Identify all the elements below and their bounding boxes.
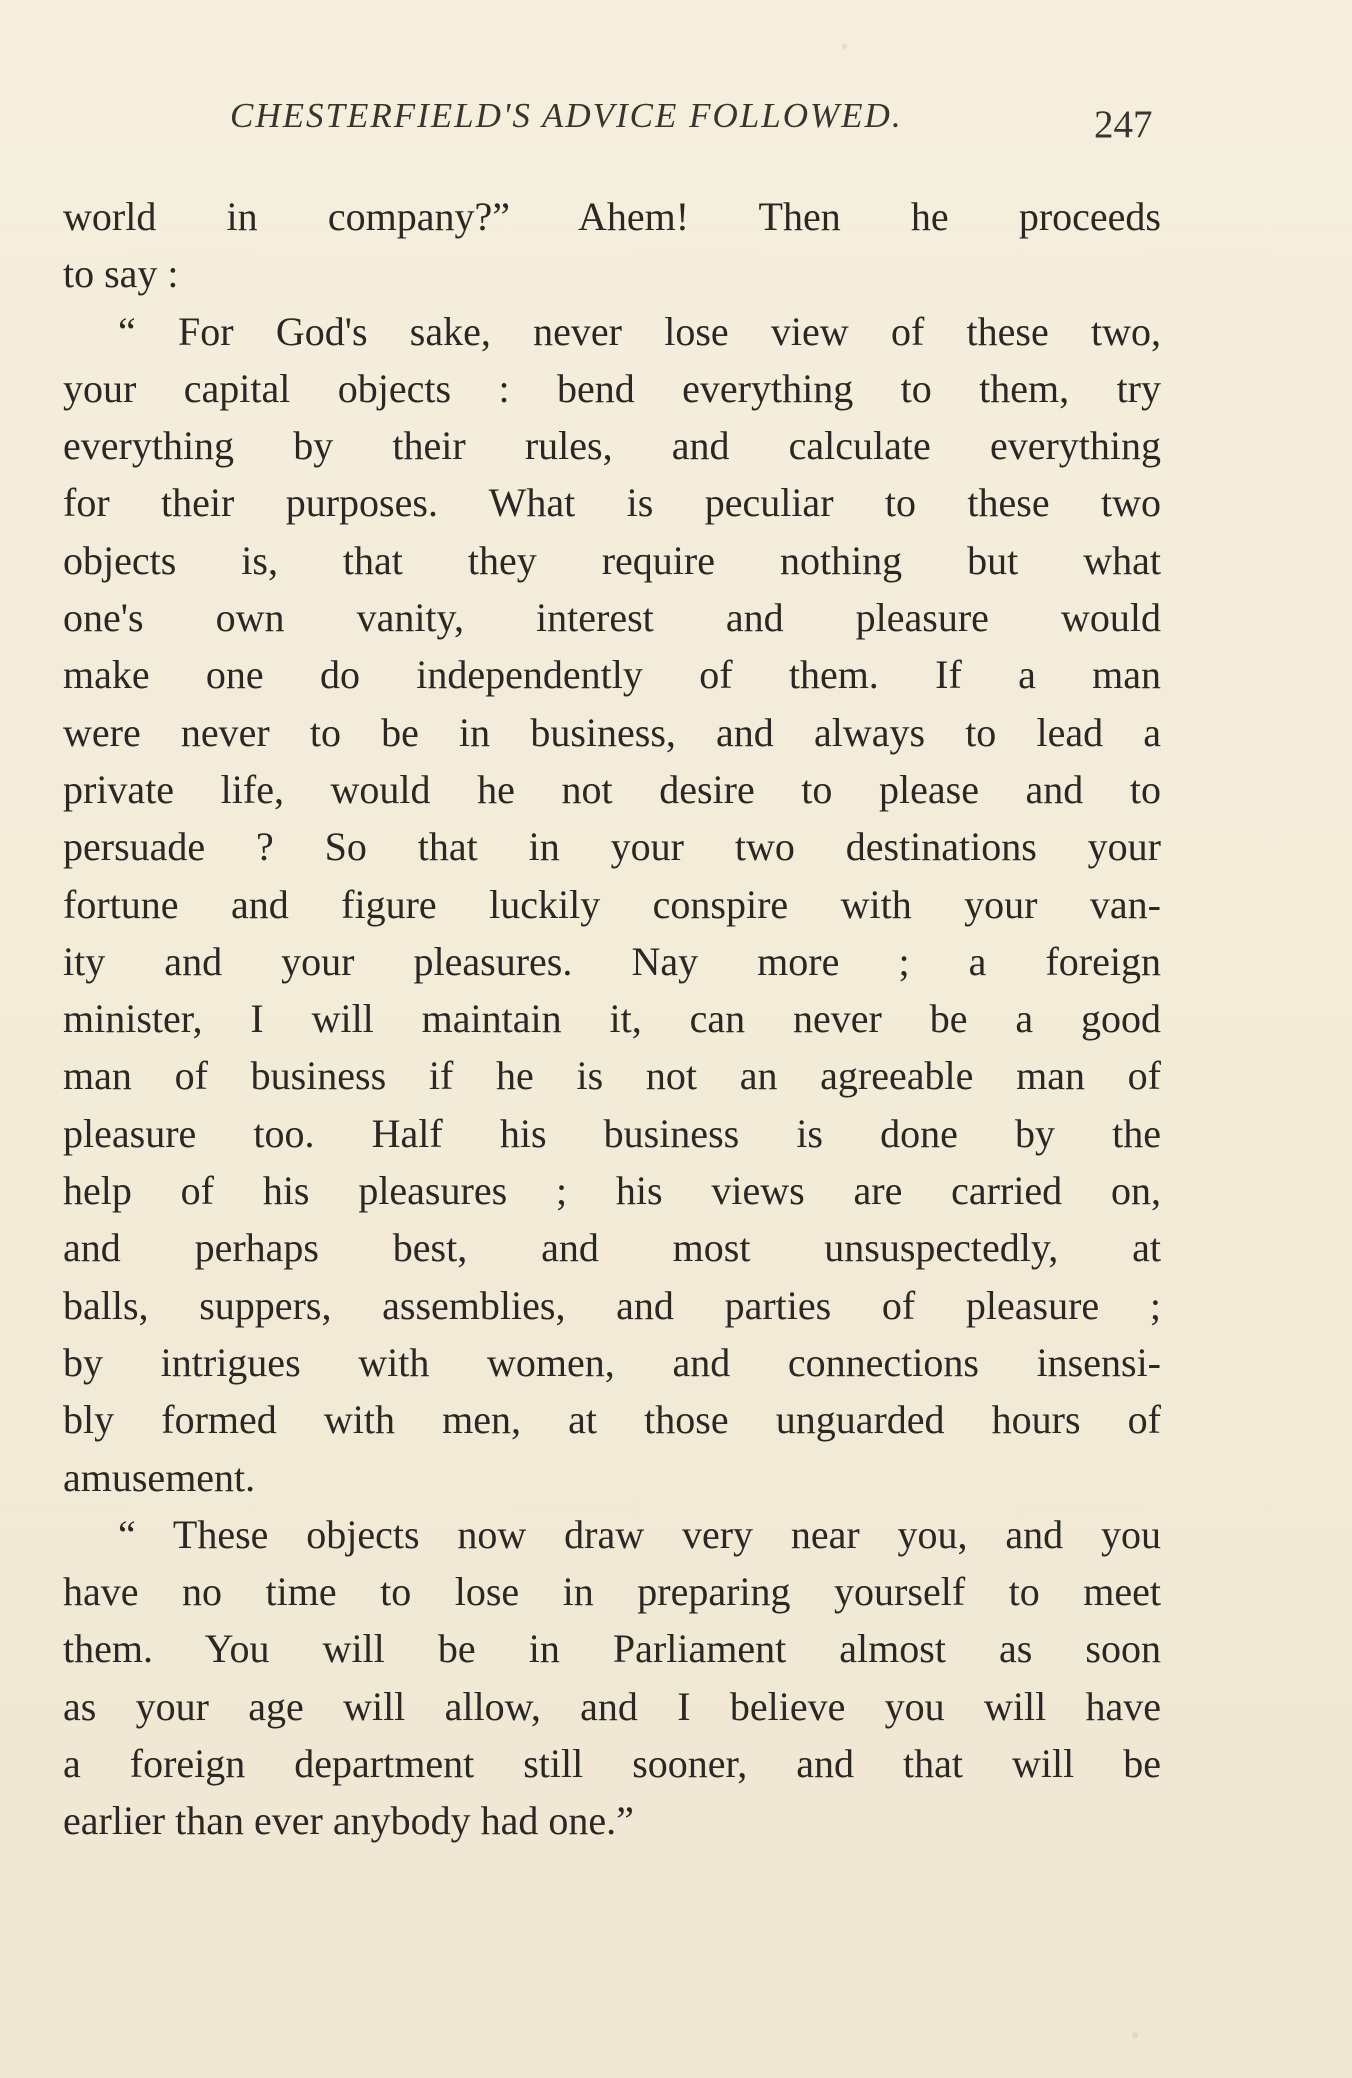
text-line: world in company?” Ahem! Then he proceeds [63, 194, 1161, 239]
text-line: “ For God's sake, never lose view of these two, [118, 308, 1161, 354]
text-line: objects is, that they require nothing but what [63, 537, 1161, 583]
text-line: them. You will be in Parliament almost as soon [63, 1626, 1161, 1672]
text-line: man of business if he is not an agreeable man of [63, 1053, 1161, 1099]
text-line: to say : [63, 251, 179, 297]
text-line: by intrigues with women, and connections insensi- [63, 1339, 1161, 1385]
text-line: persuade ? So that in your two destinations your [63, 824, 1161, 870]
text-line: for their purposes. What is peculiar to these two [63, 480, 1161, 526]
text-line: make one do independently of them. If a man [63, 652, 1161, 698]
text-line: a foreign department still sooner, and that will be [63, 1741, 1161, 1787]
text-line: as your age will allow, and I believe you will have [63, 1683, 1161, 1729]
text-line: amusement. [63, 1454, 256, 1500]
text-line: ity and your pleasures. Nay more ; a foreign [63, 938, 1161, 984]
text-line: private life, would he not desire to please and to [63, 766, 1161, 812]
text-line: balls, suppers, assemblies, and parties of pleasure ; [63, 1282, 1161, 1328]
text-line: pleasure too. Half his business is done by the [63, 1110, 1161, 1156]
text-line: minister, I will maintain it, can never be a good [63, 996, 1161, 1042]
text-line: everything by their rules, and calculate everything [63, 423, 1161, 469]
text-line: earlier than ever anybody had one.” [63, 1798, 634, 1844]
text-line: fortune and figure luckily conspire with your van- [63, 881, 1161, 927]
text-line: were never to be in business, and always to lead a [63, 709, 1161, 755]
text-line: one's own vanity, interest and pleasure would [63, 595, 1161, 641]
text-line: help of his pleasures ; his views are carried on, [63, 1168, 1161, 1214]
paper-fleck [1132, 2032, 1138, 2038]
running-head: CHESTERFIELD'S ADVICE FOLLOWED. [230, 96, 903, 135]
text-line: and perhaps best, and most unsuspectedly, at [63, 1225, 1161, 1271]
text-line: “ These objects now draw very near you, and you [118, 1511, 1161, 1557]
page-number: 247 [1094, 103, 1153, 146]
text-line: have no time to lose in preparing yourself to meet [63, 1569, 1161, 1615]
paper-fleck [842, 44, 847, 49]
text-line: your capital objects : bend everything to them, try [63, 365, 1161, 411]
text-line: bly formed with men, at those unguarded hours of [63, 1397, 1161, 1443]
body-text [63, 188, 1161, 1850]
